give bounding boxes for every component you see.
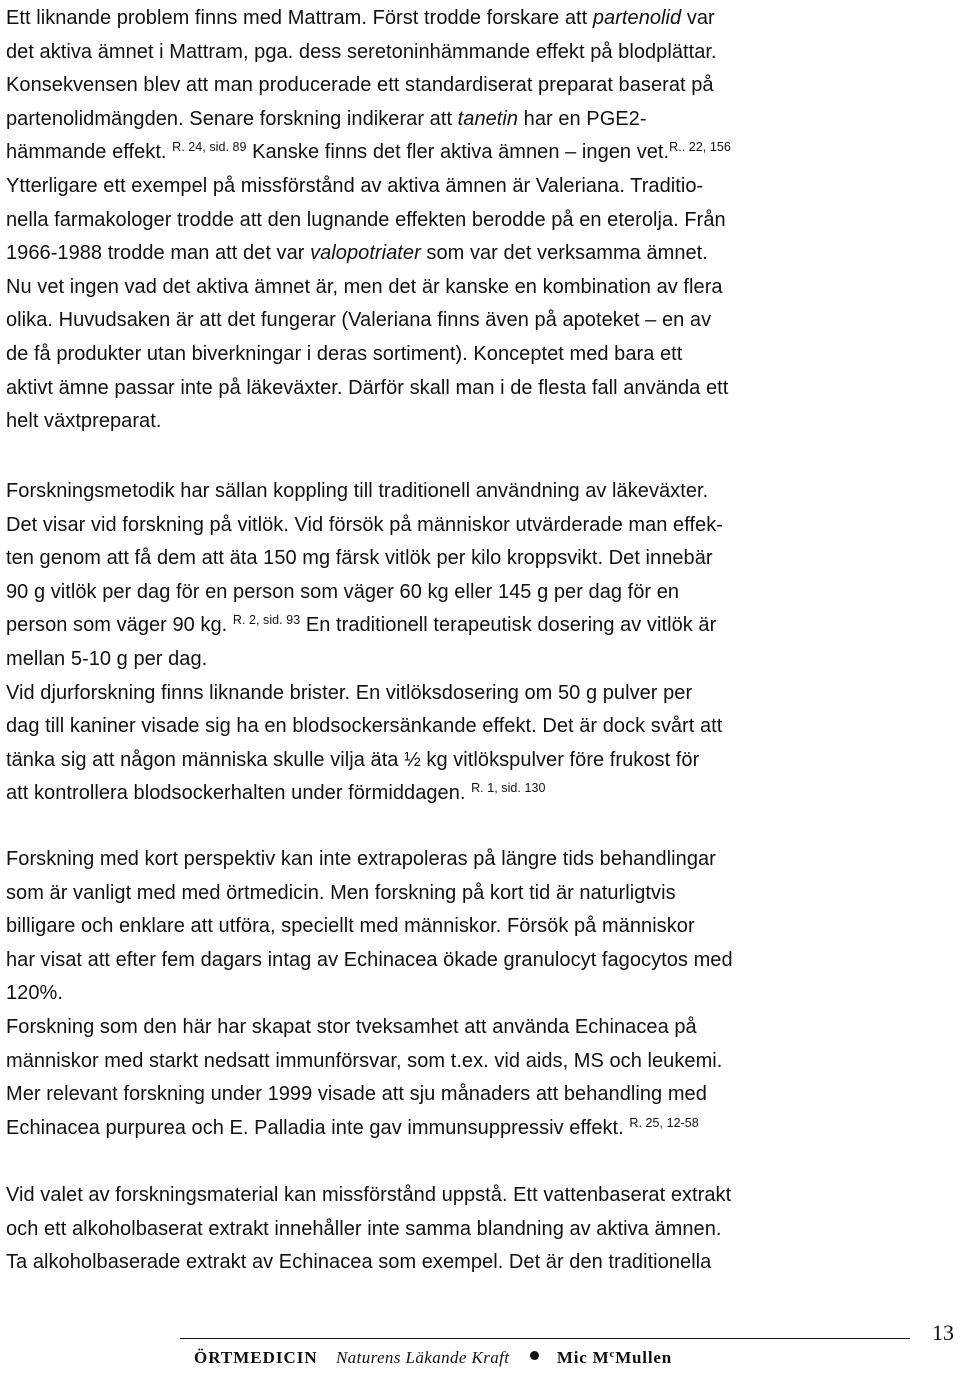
text-line bbox=[6, 204, 731, 238]
reference-superscript: R. 24, sid. 89 bbox=[172, 140, 247, 155]
text-line bbox=[6, 877, 733, 911]
footer bbox=[194, 1348, 672, 1368]
page-number: 13 bbox=[932, 1320, 954, 1345]
text-line bbox=[6, 777, 723, 811]
text-segment: de få produkter utan biverkningar i deras sortiment). Konceptet med bara ett bbox=[6, 342, 683, 365]
text-line bbox=[6, 1213, 731, 1247]
text-segment: En traditionell terapeutisk dosering av vitlök är bbox=[300, 614, 717, 637]
text-segment: har en PGE2- bbox=[518, 107, 647, 130]
text-segment: 120%. bbox=[6, 982, 63, 1005]
footer-subtitle: Naturens Läkande Kraft bbox=[335, 1348, 510, 1367]
text-segment: Forskning som den här har skapat stor tveksamhet att använda Echinacea på bbox=[6, 1015, 697, 1038]
text-line bbox=[6, 69, 731, 103]
text-line bbox=[6, 1246, 731, 1280]
text-segment: partenolidmängden. Senare forskning indikerar att bbox=[6, 107, 458, 130]
text-line bbox=[6, 271, 731, 305]
italic-term: partenolid bbox=[592, 7, 682, 29]
text-segment: mellan 5-10 g per dag. bbox=[6, 647, 208, 670]
footer-author bbox=[557, 1348, 672, 1367]
reference-superscript: R. 2, sid. 93 bbox=[232, 613, 301, 628]
text-segment: billigare och enklare att utföra, speciellt med människor. Försök på människor bbox=[6, 915, 695, 938]
text-segment: Nu vet ingen vad det aktiva ämnet är, men det är kanske en kombination av flera bbox=[6, 275, 723, 298]
text-line bbox=[6, 136, 731, 170]
reference-superscript: R.. 22, 156 bbox=[669, 140, 731, 155]
footer-author-sup: c bbox=[609, 1348, 616, 1360]
italic-term: tanetin bbox=[457, 107, 519, 130]
text-segment: har visat att efter fem dagars intag av Echinacea ökade granulocyt fagocytos med bbox=[6, 948, 733, 971]
text-segment: 1966-1988 trodde man att det var bbox=[6, 242, 311, 265]
paragraph bbox=[6, 843, 733, 1145]
footer-author-first: Mic M bbox=[556, 1348, 610, 1367]
text-line bbox=[6, 509, 723, 543]
text-segment: var bbox=[681, 7, 715, 29]
text-segment: att kontrollera blodsockerhalten under förmiddagen. bbox=[6, 782, 472, 805]
text-segment: Det visar vid forskning på vitlök. Vid försök på människor utvärderade man effek- bbox=[6, 513, 723, 536]
text-line bbox=[6, 1011, 733, 1045]
text-line bbox=[6, 744, 723, 778]
italic-term: valopotriater bbox=[310, 242, 421, 265]
text-segment: Ett liknande problem finns med Mattram. Först trodde forskare att bbox=[6, 7, 593, 29]
text-segment: Echinacea purpurea och E. Palladia inte gav immunsuppressiv effekt. bbox=[6, 1116, 630, 1139]
text-line bbox=[6, 2, 731, 36]
text-segment: Ta alkoholbaserade extrakt av Echinacea som exempel. Det är den traditionella bbox=[6, 1251, 712, 1274]
text-segment: Forskning med kort perspektiv kan inte extrapoleras på längre tids behandlingar bbox=[6, 848, 716, 870]
paragraph bbox=[6, 1179, 731, 1280]
text-segment: person som väger 90 kg. bbox=[6, 614, 233, 637]
text-line bbox=[6, 1078, 733, 1112]
text-segment: olika. Huvudsaken är att det fungerar (Valeriana finns även på apoteket – en av bbox=[6, 309, 712, 332]
text-segment: aktivt ämne passar inte på läkeväxter. Därför skall man i de flesta fall använda ett bbox=[6, 376, 729, 399]
text-segment: Kanske finns det fler aktiva ämnen – ingen vet. bbox=[246, 141, 670, 164]
text-segment: helt växtpreparat. bbox=[6, 410, 162, 433]
text-segment: Mer relevant forskning under 1999 visade att sju månaders att behandling med bbox=[6, 1083, 707, 1106]
text-segment: och ett alkoholbaserat extrakt innehåller inte samma blandning av aktiva ämnen. bbox=[6, 1217, 722, 1240]
footer-author-last: Mullen bbox=[615, 1348, 672, 1367]
text-segment: Vid djurforskning finns liknande brister. En vitlöksdosering om 50 g pulver per bbox=[6, 681, 693, 704]
text-line bbox=[6, 1179, 731, 1213]
bullet-icon bbox=[530, 1351, 539, 1360]
text-line bbox=[6, 237, 731, 271]
text-line bbox=[6, 475, 723, 509]
text-line bbox=[6, 944, 733, 978]
text-line bbox=[6, 1045, 733, 1079]
text-line bbox=[6, 405, 731, 439]
reference-superscript: R. 1, sid. 130 bbox=[471, 781, 546, 796]
text-line bbox=[6, 1112, 733, 1146]
text-segment: tänka sig att någon människa skulle vilja äta ½ kg vitlökspulver före frukost för bbox=[6, 748, 700, 771]
text-line bbox=[6, 977, 733, 1011]
text-line bbox=[6, 372, 731, 406]
text-line bbox=[6, 338, 731, 372]
text-segment: Ytterligare ett exempel på missförstånd av aktiva ämnen är Valeriana. Traditio- bbox=[6, 174, 704, 197]
text-line bbox=[6, 643, 723, 677]
text-line bbox=[6, 576, 723, 610]
text-line bbox=[6, 103, 731, 137]
text-line bbox=[6, 36, 731, 70]
paragraph bbox=[6, 2, 731, 439]
reference-superscript: R. 25, 12-58 bbox=[629, 1115, 699, 1130]
text-segment: 90 g vitlök per dag för en person som väger 60 kg eller 145 g per dag för en bbox=[6, 580, 680, 603]
text-line bbox=[6, 542, 723, 576]
text-line bbox=[6, 677, 723, 711]
text-line bbox=[6, 609, 723, 643]
text-line bbox=[6, 170, 731, 204]
text-segment: Konsekvensen blev att man producerade ett standardiserat preparat baserat på bbox=[6, 74, 714, 97]
text-segment: Forskningsmetodik har sällan koppling till traditionell användning av läkeväxter. bbox=[6, 480, 709, 502]
text-line bbox=[6, 304, 731, 338]
text-segment: som var det verksamma ämnet. bbox=[420, 242, 708, 265]
text-segment: det aktiva ämnet i Mattram, pga. dess seretoninhämmande effekt på blodplättar. bbox=[6, 40, 717, 63]
footer-rule bbox=[180, 1338, 910, 1339]
text-segment: hämmande effekt. bbox=[6, 141, 173, 164]
text-segment: människor med starkt nedsatt immunförsvar, som t.ex. vid aids, MS och leukemi. bbox=[6, 1049, 723, 1072]
text-line bbox=[6, 843, 733, 877]
text-line bbox=[6, 710, 723, 744]
footer-brand: ÖRTMEDICIN bbox=[194, 1348, 318, 1367]
text-segment: ten genom att få dem att äta 150 mg färsk vitlök per kilo kroppsvikt. Det innebär bbox=[6, 547, 713, 570]
text-segment: nella farmakologer trodde att den lugnande effekten berodde på en eterolja. Från bbox=[6, 208, 726, 231]
text-segment: Vid valet av forskningsmaterial kan missförstånd uppstå. Ett vattenbaserat extrakt bbox=[6, 1184, 732, 1206]
text-segment: som är vanligt med med örtmedicin. Men forskning på kort tid är naturligtvis bbox=[6, 881, 676, 904]
paragraph bbox=[6, 475, 723, 811]
text-segment: dag till kaniner visade sig ha en blodsockersänkande effekt. Det är dock svårt att bbox=[6, 715, 723, 738]
text-line bbox=[6, 910, 733, 944]
